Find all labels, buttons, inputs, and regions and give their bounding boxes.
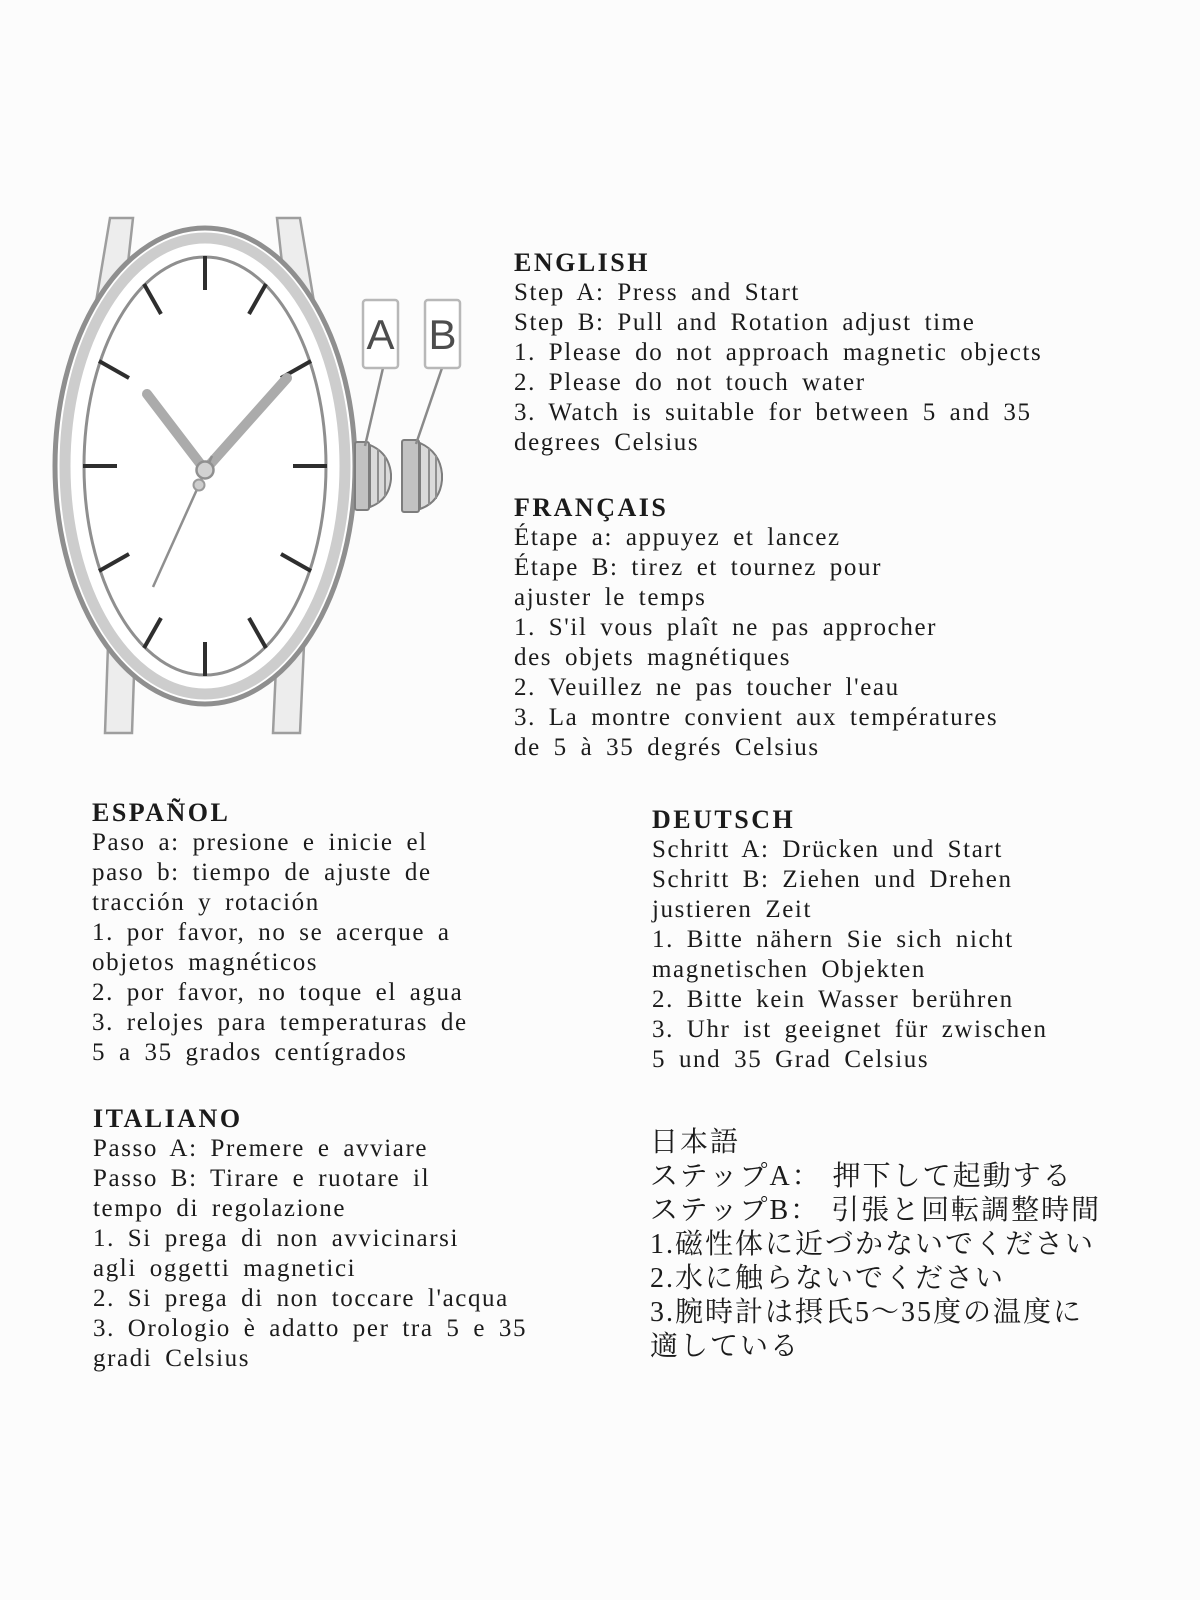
instruction-line: 1. Bitte nähern Sie sich nicht — [652, 926, 1014, 953]
instruction-line: objetos magnéticos — [92, 949, 319, 976]
instruction-line: tempo di regolazione — [93, 1195, 347, 1222]
label-b — [425, 300, 460, 368]
instruction-line: ステップA： 押下して起動する — [650, 1161, 1073, 1192]
instruction-line: 1.磁性体に近づかないでください — [650, 1229, 1096, 1260]
section-deutsch — [652, 805, 1048, 1075]
instruction-line: Step B: Pull and Rotation adjust time — [514, 309, 976, 336]
label-b-text: B — [428, 311, 457, 358]
instruction-line: 5 a 35 grados centígrados — [92, 1039, 408, 1066]
section-title-english: ENGLISH — [514, 248, 650, 277]
instruction-line: justieren Zeit — [652, 896, 812, 923]
instruction-line: paso b: tiempo de ajuste de — [92, 859, 432, 886]
section-body-francais — [514, 523, 998, 763]
section-francais — [514, 493, 998, 763]
leader-line-a — [365, 368, 383, 446]
section-title-japanese: 日本語 — [650, 1127, 741, 1158]
instruction-line: ajuster le temps — [514, 584, 707, 611]
instruction-line: agli oggetti magnetici — [93, 1255, 357, 1282]
instruction-line: Étape a: appuyez et lancez — [514, 524, 841, 551]
instruction-line: 2.水に触らないでください — [650, 1263, 1006, 1294]
instruction-line: 3. La montre convient aux températures — [514, 704, 999, 731]
instruction-line: 2. Bitte kein Wasser berühren — [652, 986, 1014, 1013]
instruction-line: degrees Celsius — [514, 429, 700, 456]
instruction-line: 3. Orologio è adatto per tra 5 e 35 — [93, 1315, 528, 1342]
watch-diagram — [40, 190, 490, 750]
section-title-espanol: ESPAÑOL — [92, 798, 231, 827]
instruction-line: Step A: Press and Start — [514, 279, 800, 306]
instruction-line: tracción y rotación — [92, 889, 320, 916]
leader-line-b — [416, 368, 442, 444]
instruction-line: 2. Veuillez ne pas toucher l'eau — [514, 674, 900, 701]
instruction-line: 2. por favor, no toque el agua — [92, 979, 464, 1006]
instruction-line: 3. Uhr ist geeignet für zwischen — [652, 1016, 1048, 1043]
section-title-italiano: ITALIANO — [93, 1104, 243, 1133]
section-title-deutsch: DEUTSCH — [652, 805, 796, 834]
section-body-italiano — [93, 1134, 527, 1374]
instruction-line: de 5 à 35 degrés Celsius — [514, 734, 820, 761]
section-espanol — [92, 798, 468, 1068]
instruction-line: Schritt B: Ziehen und Drehen — [652, 866, 1013, 893]
section-english — [514, 248, 1042, 458]
instruction-line: 適している — [650, 1331, 801, 1362]
crown-b — [402, 440, 442, 512]
instruction-line: 3. relojes para temperaturas de — [92, 1009, 468, 1036]
center-hub — [197, 462, 214, 479]
label-a-text: A — [366, 311, 395, 358]
instruction-line: Passo A: Premere e avviare — [93, 1135, 429, 1162]
instruction-line: 1. Si prega di non avvicinarsi — [93, 1225, 459, 1252]
instruction-line: 3.腕時計は摂氏5～35度の温度に — [650, 1297, 1084, 1328]
hub-knob — [194, 480, 205, 491]
instruction-line: 3. Watch is suitable for between 5 and 35 — [514, 399, 1032, 426]
crown-a — [355, 442, 391, 510]
instruction-line: Schritt A: Drücken und Start — [652, 836, 1003, 863]
instruction-line: 2. Si prega di non toccare l'acqua — [93, 1285, 509, 1312]
instruction-line: Paso a: presione e inicie el — [92, 829, 428, 856]
section-body-japanese — [650, 1160, 1101, 1364]
section-italiano — [93, 1104, 527, 1374]
instruction-line: 1. por favor, no se acerque a — [92, 919, 451, 946]
watch-illustration-icon — [40, 190, 490, 750]
instruction-line: gradi Celsius — [93, 1345, 251, 1372]
instruction-line: magnetischen Objekten — [652, 956, 926, 983]
instruction-line: des objets magnétiques — [514, 644, 792, 671]
label-a — [363, 300, 398, 368]
section-body-english — [514, 278, 1042, 458]
section-body-deutsch — [652, 835, 1048, 1075]
instruction-line: 1. Please do not approach magnetic objects — [514, 339, 1043, 366]
section-body-espanol — [92, 828, 468, 1068]
instruction-line: 5 und 35 Grad Celsius — [652, 1046, 930, 1073]
instruction-line: Passo B: Tirare e ruotare il — [93, 1165, 431, 1192]
instruction-line: Étape B: tirez et tournez pour — [514, 554, 883, 581]
section-title-francais: FRANÇAIS — [514, 493, 669, 522]
instruction-line: 2. Please do not touch water — [514, 369, 866, 396]
instruction-line: ステップB： 引張と回転調整時間 — [650, 1195, 1102, 1226]
instruction-line: 1. S'il vous plaît ne pas approcher — [514, 614, 938, 641]
section-japanese — [650, 1126, 1101, 1364]
